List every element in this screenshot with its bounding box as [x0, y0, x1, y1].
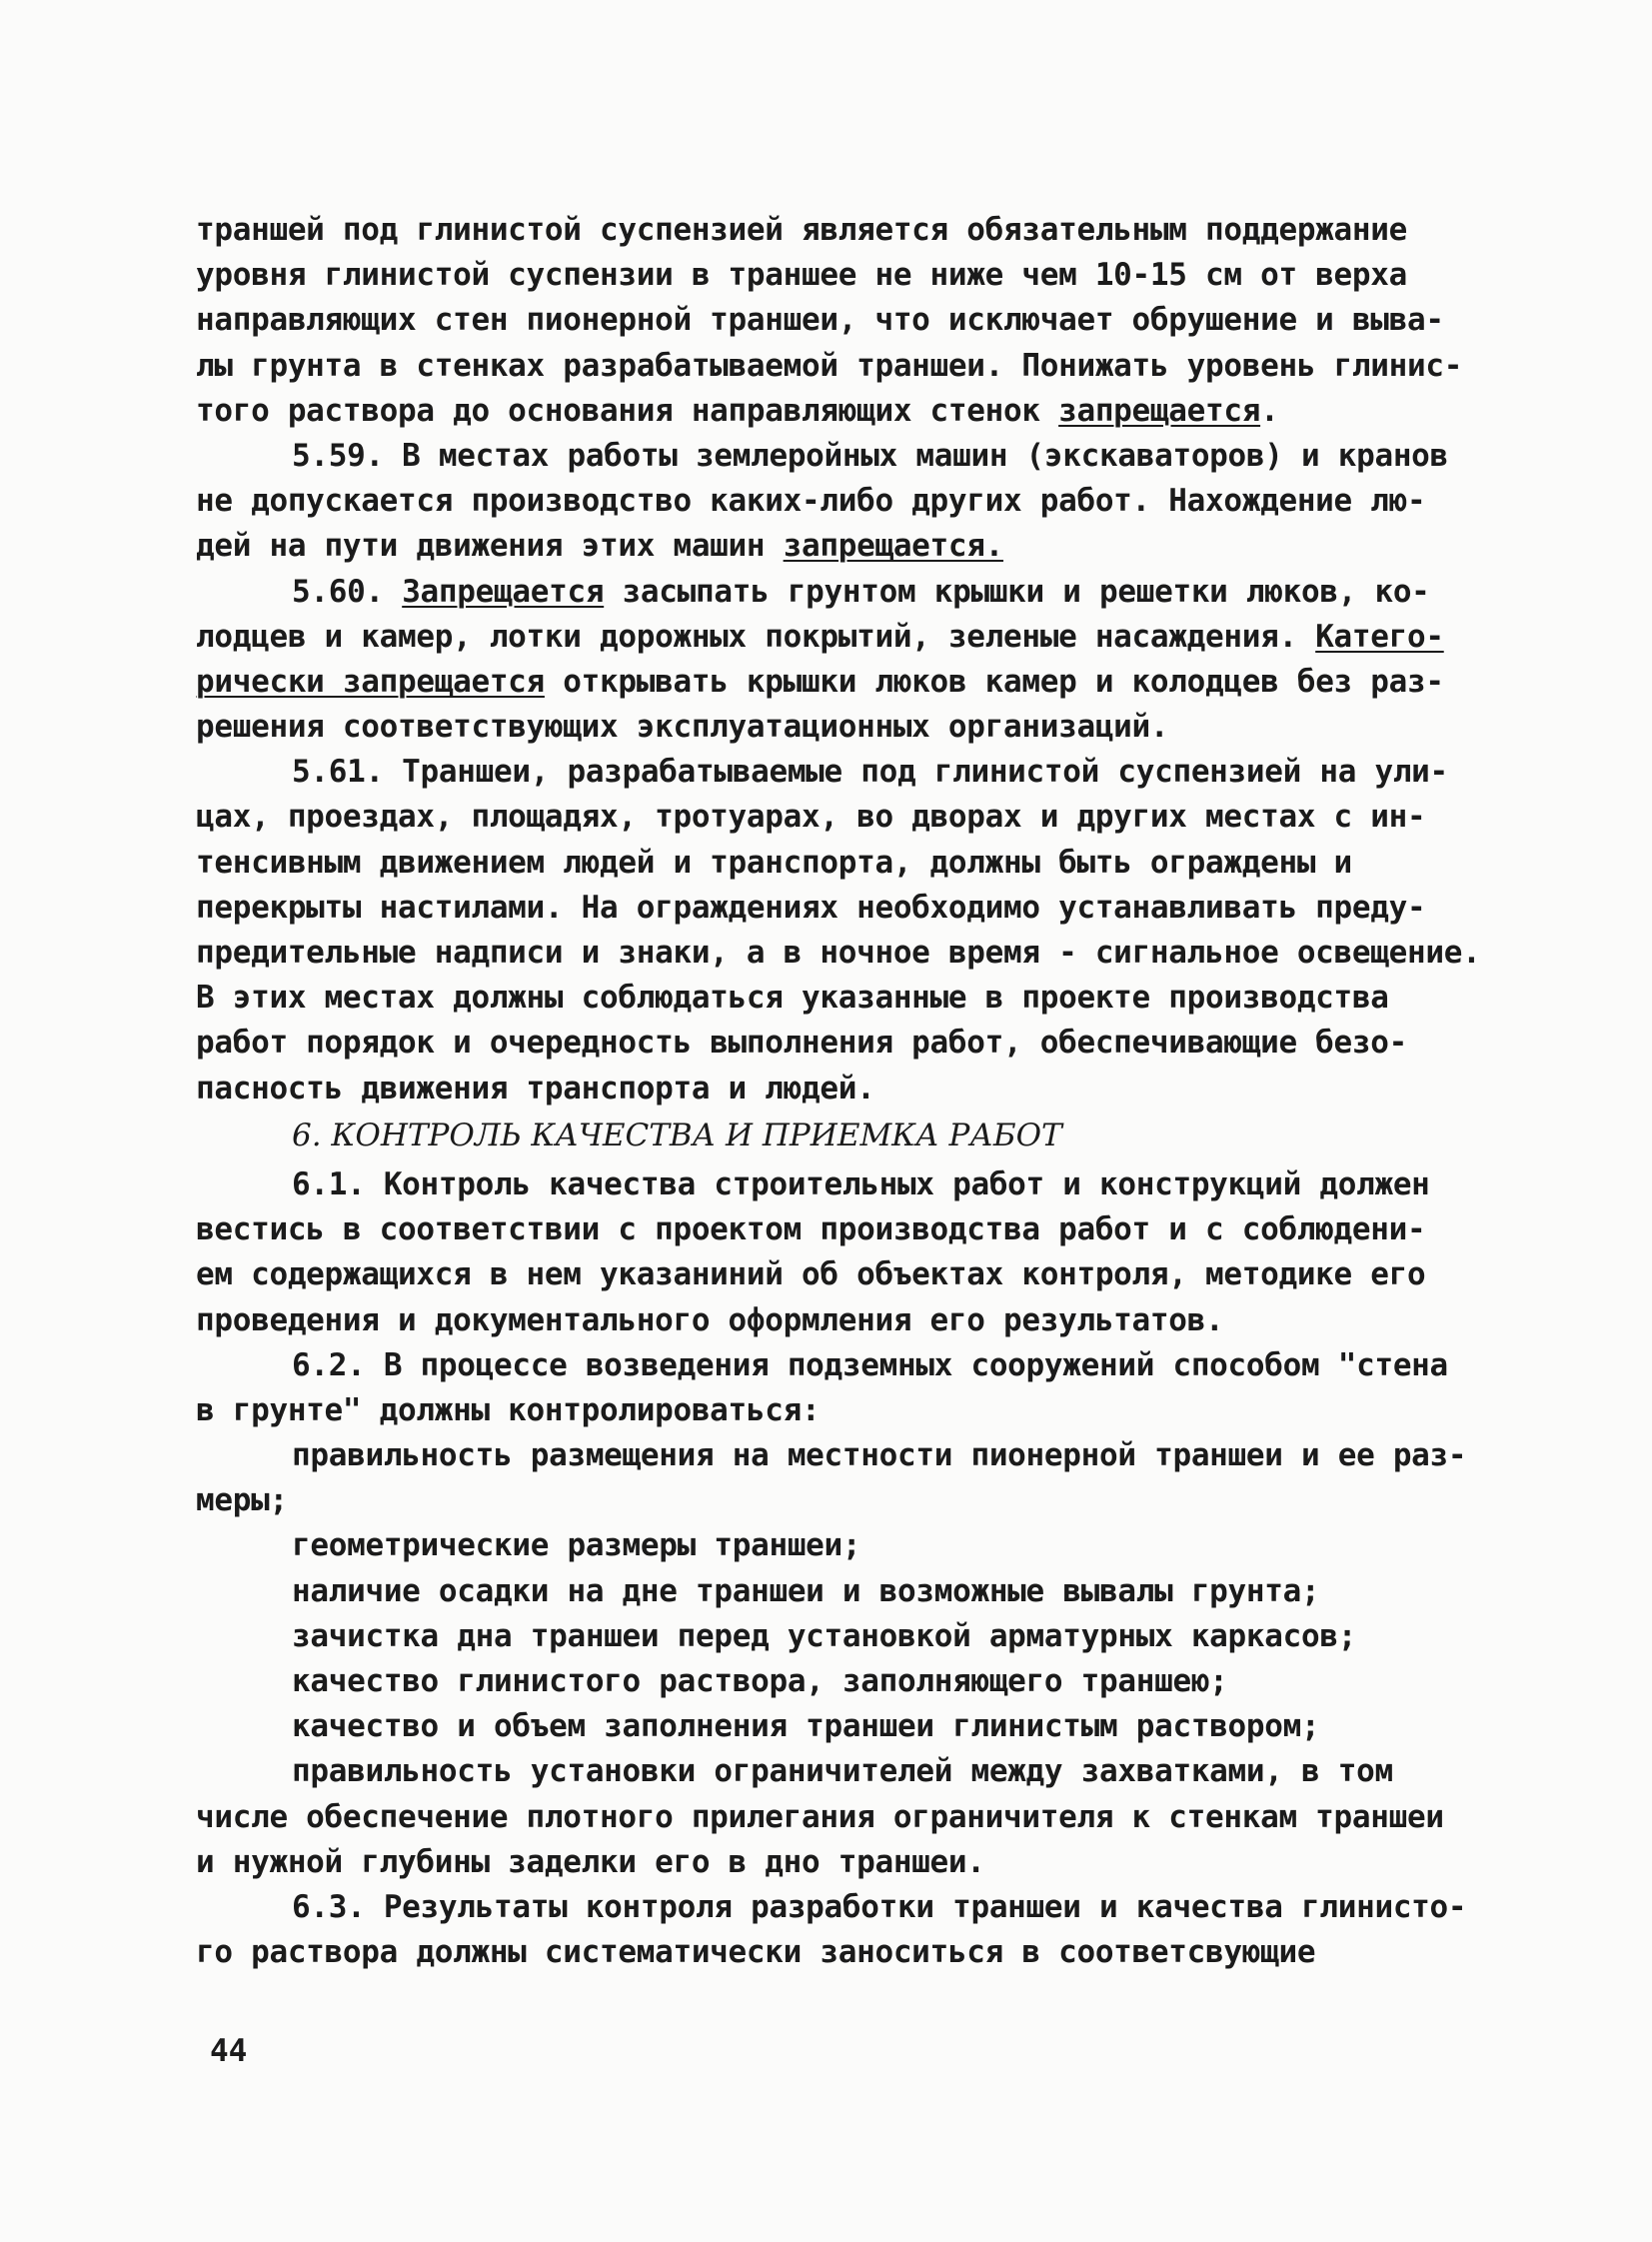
text-line: не допускается производство каких-либо других работ. Нахождение лю-: [196, 483, 1426, 520]
text-line: [196, 389, 1485, 434]
list-item: геометрические размеры траншеи;: [292, 1527, 861, 1564]
text-line: предительные надписи и знаки, а в ночное время - сигнальное освещение.: [196, 935, 1481, 971]
paragraph-5-60: [196, 570, 1485, 615]
text-line: и нужной глубины заделки его в дно траншеи.: [196, 1843, 985, 1880]
text-segment: открывать крышки люков камер и колодцев без раз-: [544, 663, 1444, 700]
text-line: [196, 524, 1485, 569]
text-line: го раствора должны систематически заноситься в соответсвующие: [196, 1934, 1316, 1971]
text-line: перекрыты настилами. На ограждениях необходимо устанавливать преду-: [196, 889, 1426, 926]
underlined-text: рически запрещается: [196, 663, 545, 700]
list-item: правильность установки ограничителей между захватками, в том: [292, 1753, 1393, 1790]
text-line: В этих местах должны соблюдаться указанные в проекте производства: [196, 980, 1389, 1017]
paragraph-6-2: 6.2. В процессе возведения подземных сооружений способом "стена: [292, 1346, 1448, 1383]
text-line: числе обеспечение плотного прилегания ограничителя к стенкам траншеи: [196, 1798, 1444, 1835]
text-segment: лодцев и камер, лотки дорожных покрытий, зеленые насаждения.: [196, 618, 1316, 655]
list-item: наличие осадки на дне траншеи и возможные вывалы грунта;: [292, 1572, 1320, 1609]
text-line: уровня глинистой суспензии в траншее не ниже чем 10-15 см от верха: [196, 257, 1407, 294]
text-segment: дей на пути движения этих машин: [196, 528, 784, 565]
text-segment: засыпать грунтом крышки и решетки люков, ко-: [604, 573, 1430, 610]
text-segment: того раствора до основания направляющих стенок: [196, 392, 1059, 429]
list-item: качество глинистого раствора, заполняющего траншею;: [292, 1663, 1228, 1699]
paragraph-5-59: 5.59. В местах работы землеройных машин (экскаваторов) и кранов: [292, 437, 1448, 474]
page-number: 44: [210, 2033, 248, 2069]
document-body: [196, 208, 1485, 1975]
text-segment: 5.60.: [292, 573, 403, 610]
text-line: лы грунта в стенках разрабатываемой траншеи. Понижать уровень глинис-: [196, 347, 1463, 384]
paragraph-6-1: 6.1. Контроль качества строительных работ и конструкций должен: [292, 1165, 1430, 1202]
text-line: вестись в соответствии с проектом производства работ и с соблюдени-: [196, 1211, 1426, 1248]
text-line: тенсивным движением людей и транспорта, должны быть ограждены и: [196, 844, 1352, 881]
text-line: решения соответствующих эксплуатационных организаций.: [196, 709, 1169, 746]
underlined-text: Катего-: [1315, 618, 1444, 655]
text-line: ем содержащихся в нем указаниний об объектах контроля, методике его: [196, 1256, 1426, 1293]
paragraph-5-61: 5.61. Траншеи, разрабатываемые под глинистой суспензией на ули-: [292, 754, 1448, 791]
text-line: траншей под глинистой суспензией является обязательным поддержание: [196, 212, 1407, 248]
underlined-text: запрещается: [1058, 392, 1261, 429]
text-line: пасность движения транспорта и людей.: [196, 1070, 875, 1107]
underlined-text: запрещается.: [783, 528, 1004, 565]
text-line: меры;: [196, 1482, 288, 1519]
list-item: правильность размещения на местности пионерной траншеи и ее раз-: [292, 1437, 1467, 1474]
list-item: качество и объем заполнения траншеи глинистым раствором;: [292, 1708, 1320, 1745]
text-line: в грунте" должны контролироваться:: [196, 1391, 821, 1428]
text-line: [196, 615, 1485, 660]
text-line: цах, проездах, площадях, тротуарах, во дворах и других местах с ин-: [196, 799, 1426, 836]
text-line: [196, 660, 1485, 705]
text-line: работ порядок и очередность выполнения работ, обеспечивающие безо-: [196, 1025, 1407, 1062]
underlined-text: Запрещается: [402, 573, 605, 610]
paragraph-6-3: 6.3. Результаты контроля разработки траншеи и качества глинисто-: [292, 1888, 1467, 1925]
list-item: зачистка дна траншеи перед установкой арматурных каркасов;: [292, 1617, 1357, 1654]
section-heading: 6. КОНТРОЛЬ КАЧЕСТВА И ПРИЕМКА РАБОТ: [292, 1117, 1062, 1153]
text-line: направляющих стен пионерной траншеи, что исключает обрушение и выва-: [196, 302, 1444, 339]
text-segment: .: [1260, 392, 1279, 429]
text-line: проведения и документального оформления его результатов.: [196, 1301, 1224, 1338]
